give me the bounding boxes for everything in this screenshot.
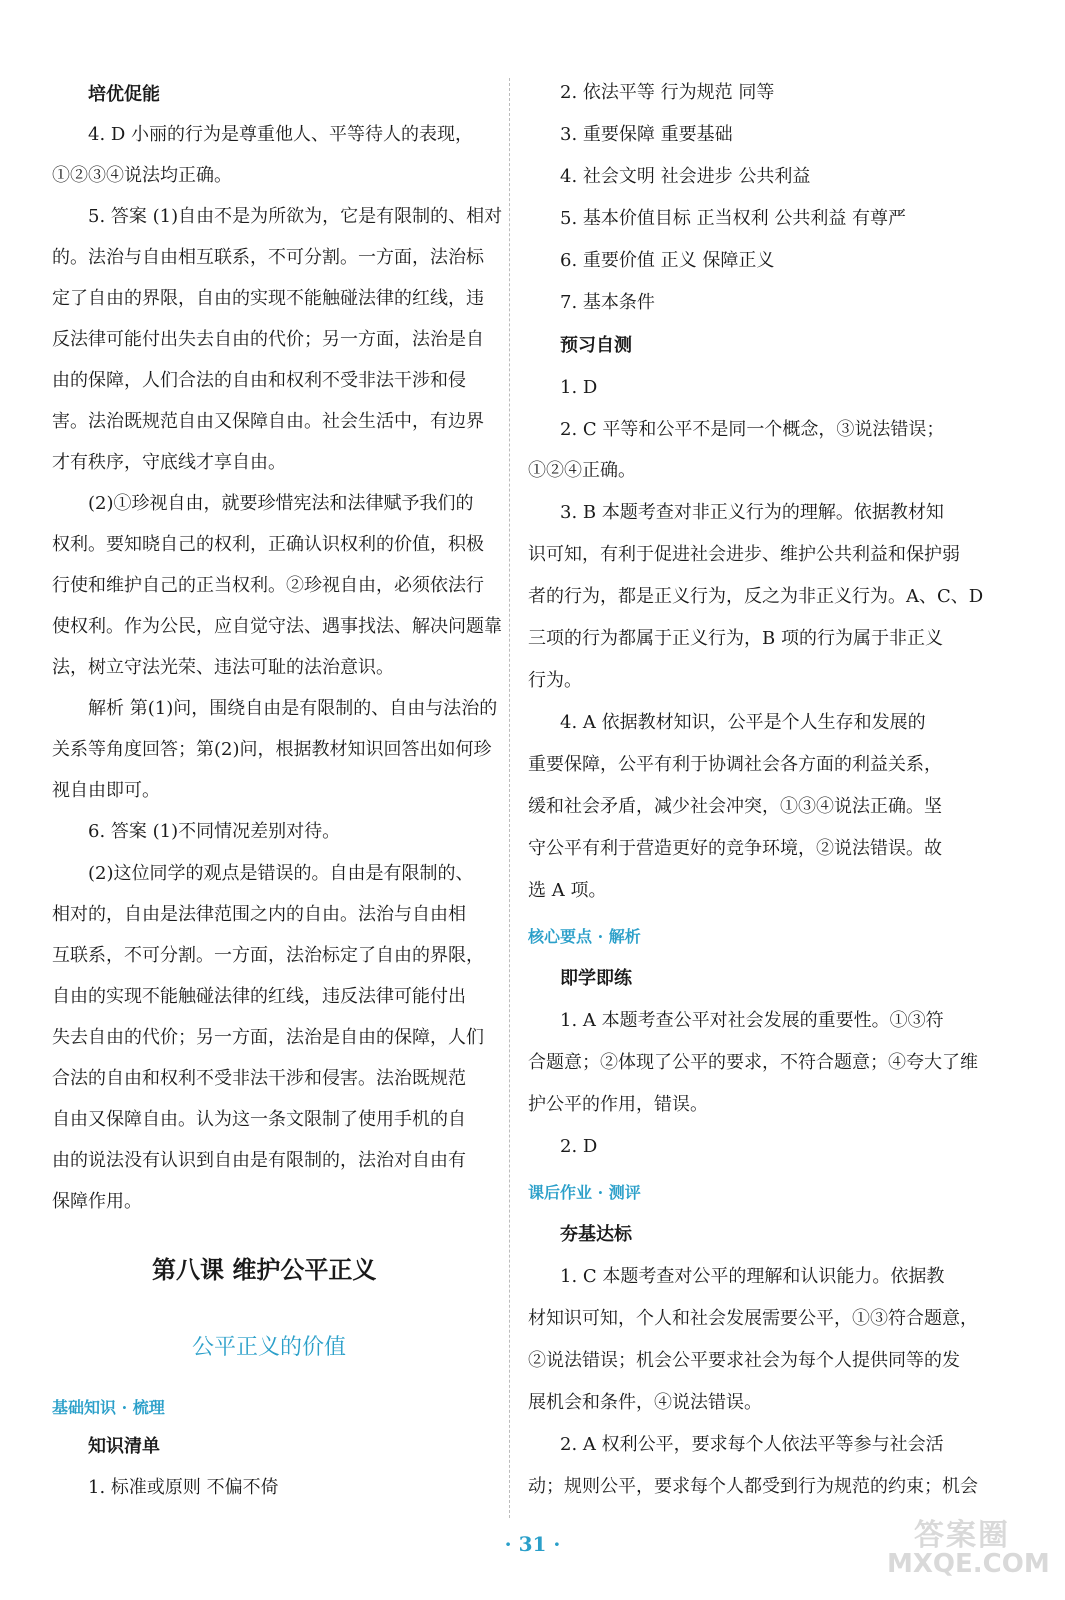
analysis-line: 视自由即可。 (52, 780, 160, 801)
answer-line: 定了自由的界限，自由的实现不能触碰法律的红线，违 (52, 288, 484, 309)
heading-peiyou: 培优促能 (88, 84, 160, 105)
answer-line: 相对的，自由是法律范围之内的自由。法治与自由相 (52, 904, 466, 925)
section-label: 核心要点 · 解析 (528, 927, 641, 946)
answer-line: 识可知，有利于促进社会进步、维护公共利益和保护弱 (528, 544, 960, 565)
chapter-title: 第八课 维护公平正义 (152, 1255, 377, 1284)
page-number: · 31 · (504, 1532, 561, 1556)
answer-line: ②说法错误；机会公平要求社会为每个人提供同等的发 (528, 1350, 960, 1371)
answer-line: 反法律可能付出失去自由的代价；另一方面，法治是自 (52, 329, 484, 350)
answer-line: 5. 基本价值目标 正当权利 公共利益 有尊严 (560, 208, 907, 229)
answer-line: 保障作用。 (52, 1191, 142, 1212)
answer-line: 由的保障，人们合法的自由和权利不受非法干涉和侵 (52, 370, 466, 391)
answer-line: (2)①珍视自由，就要珍惜宪法和法律赋予我们的 (88, 493, 474, 514)
answer-line: 互联系，不可分割。一方面，法治标定了自由的界限， (52, 945, 484, 966)
answer-line: 缓和社会矛盾，减少社会冲突，①③④说法正确。坚 (528, 796, 942, 817)
answer-line: 7. 基本条件 (560, 292, 655, 313)
answer-line: ①②④正确。 (528, 460, 636, 481)
answer-line: 1. C 本题考查对公平的理解和认识能力。依据教 (560, 1266, 945, 1287)
answer-line: 5. 答案 (1)自由不是为所欲为，它是有限制的、相对 (88, 206, 503, 227)
answer-line: 选 A 项。 (528, 880, 607, 901)
answer-line: 2. 依法平等 行为规范 同等 (560, 82, 775, 103)
answer-line: 1. 标准或原则 不偏不倚 (88, 1477, 279, 1498)
answer-line: 2. D (560, 1136, 598, 1157)
answer-line: 法，树立守法光荣、违法可耻的法治意识。 (52, 657, 394, 678)
answer-line: 由的说法没有认识到自由是有限制的，法治对自由有 (52, 1150, 466, 1171)
answer-line: 6. 重要价值 正义 保障正义 (560, 250, 775, 271)
section-label: 课后作业 · 测评 (528, 1183, 641, 1202)
answer-line: 权利。要知晓自己的权利，正确认识权利的价值，积极 (52, 534, 484, 555)
answer-line: 1. D (560, 377, 598, 398)
answer-line: (2)这位同学的观点是错误的。自由是有限制的、 (88, 863, 474, 884)
heading-yuxi: 预习自测 (560, 335, 632, 356)
answer-line: 展机会和条件，④说法错误。 (528, 1392, 762, 1413)
answer-line: 自由又保障自由。认为这一条文限制了使用手机的自 (52, 1109, 466, 1130)
answer-line: 3. 重要保障 重要基础 (560, 124, 733, 145)
answer-line: 才有秩序，守底线才享自由。 (52, 452, 286, 473)
answer-line: 3. B 本题考查对非正义行为的理解。依据教材知 (560, 502, 944, 523)
watermark (887, 1518, 1050, 1580)
answer-line: 2. C 平等和公平不是同一个概念，③说法错误； (560, 419, 945, 440)
answer-line: 重要保障，公平有利于协调社会各方面的利益关系， (528, 754, 942, 775)
section-label: 基础知识 · 梳理 (52, 1398, 165, 1417)
answer-line: 合法的自由和权利不受非法干涉和侵害。法治既规范 (52, 1068, 466, 1089)
answer-line: 使权利。作为公民，应自觉守法、遇事找法、解决问题靠 (52, 616, 502, 637)
answer-line: 行使和维护自己的正当权利。②珍视自由，必须依法行 (52, 575, 484, 596)
answer-line: 守公平有利于营造更好的竞争环境，②说法错误。故 (528, 838, 942, 859)
answer-line: ①②③④说法均正确。 (52, 165, 232, 186)
lesson-title: 公平正义的价值 (192, 1335, 347, 1360)
answer-line: 4. A 依据教材知识，公平是个人生存和发展的 (560, 712, 926, 733)
answer-line: 害。法治既规范自由又保障自由。社会生活中，有边界 (52, 411, 484, 432)
watermark-top: 答案圈 (914, 1518, 1010, 1553)
heading-jixue: 即学即练 (560, 968, 632, 989)
analysis-line: 解析 第(1)问，围绕自由是有限制的、自由与法治的 (88, 698, 498, 719)
watermark-bottom: MXQE.COM (887, 1549, 1050, 1579)
answer-line: 护公平的作用，错误。 (528, 1094, 708, 1115)
answer-line: 6. 答案 (1)不同情况差别对待。 (88, 821, 341, 842)
answer-line: 行为。 (528, 670, 582, 691)
heading-duoji: 夯基达标 (560, 1224, 632, 1245)
answer-line: 4. 社会文明 社会进步 公共利益 (560, 166, 811, 187)
analysis-line: 关系等角度回答；第(2)问，根据教材知识回答出如何珍 (52, 739, 492, 760)
answer-line: 自由的实现不能触碰法律的红线，违反法律可能付出 (52, 986, 466, 1007)
answer-line: 动；规则公平，要求每个人都受到行为规范的约束；机会 (528, 1476, 978, 1497)
answer-line: 三项的行为都属于正义行为，B 项的行为属于非正义 (528, 628, 943, 649)
answer-line: 1. A 本题考查公平对社会发展的重要性。①③符 (560, 1010, 944, 1031)
answer-line: 4. D 小丽的行为是尊重他人、平等待人的表现， (88, 124, 474, 145)
answer-line: 失去自由的代价；另一方面，法治是自由的保障，人们 (52, 1027, 484, 1048)
answer-line: 材知识可知，个人和社会发展需要公平，①③符合题意， (528, 1308, 978, 1329)
answer-line: 2. A 权利公平，要求每个人依法平等参与社会活 (560, 1434, 944, 1455)
answer-line: 的。法治与自由相互联系，不可分割。一方面，法治标 (52, 247, 484, 268)
answer-line: 者的行为，都是正义行为，反之为非正义行为。A、C、D (528, 586, 984, 607)
answer-line: 合题意；②体现了公平的要求，不符合题意；④夸大了维 (528, 1052, 978, 1073)
column-divider (509, 78, 510, 1518)
heading-zhishi: 知识清单 (88, 1436, 160, 1457)
